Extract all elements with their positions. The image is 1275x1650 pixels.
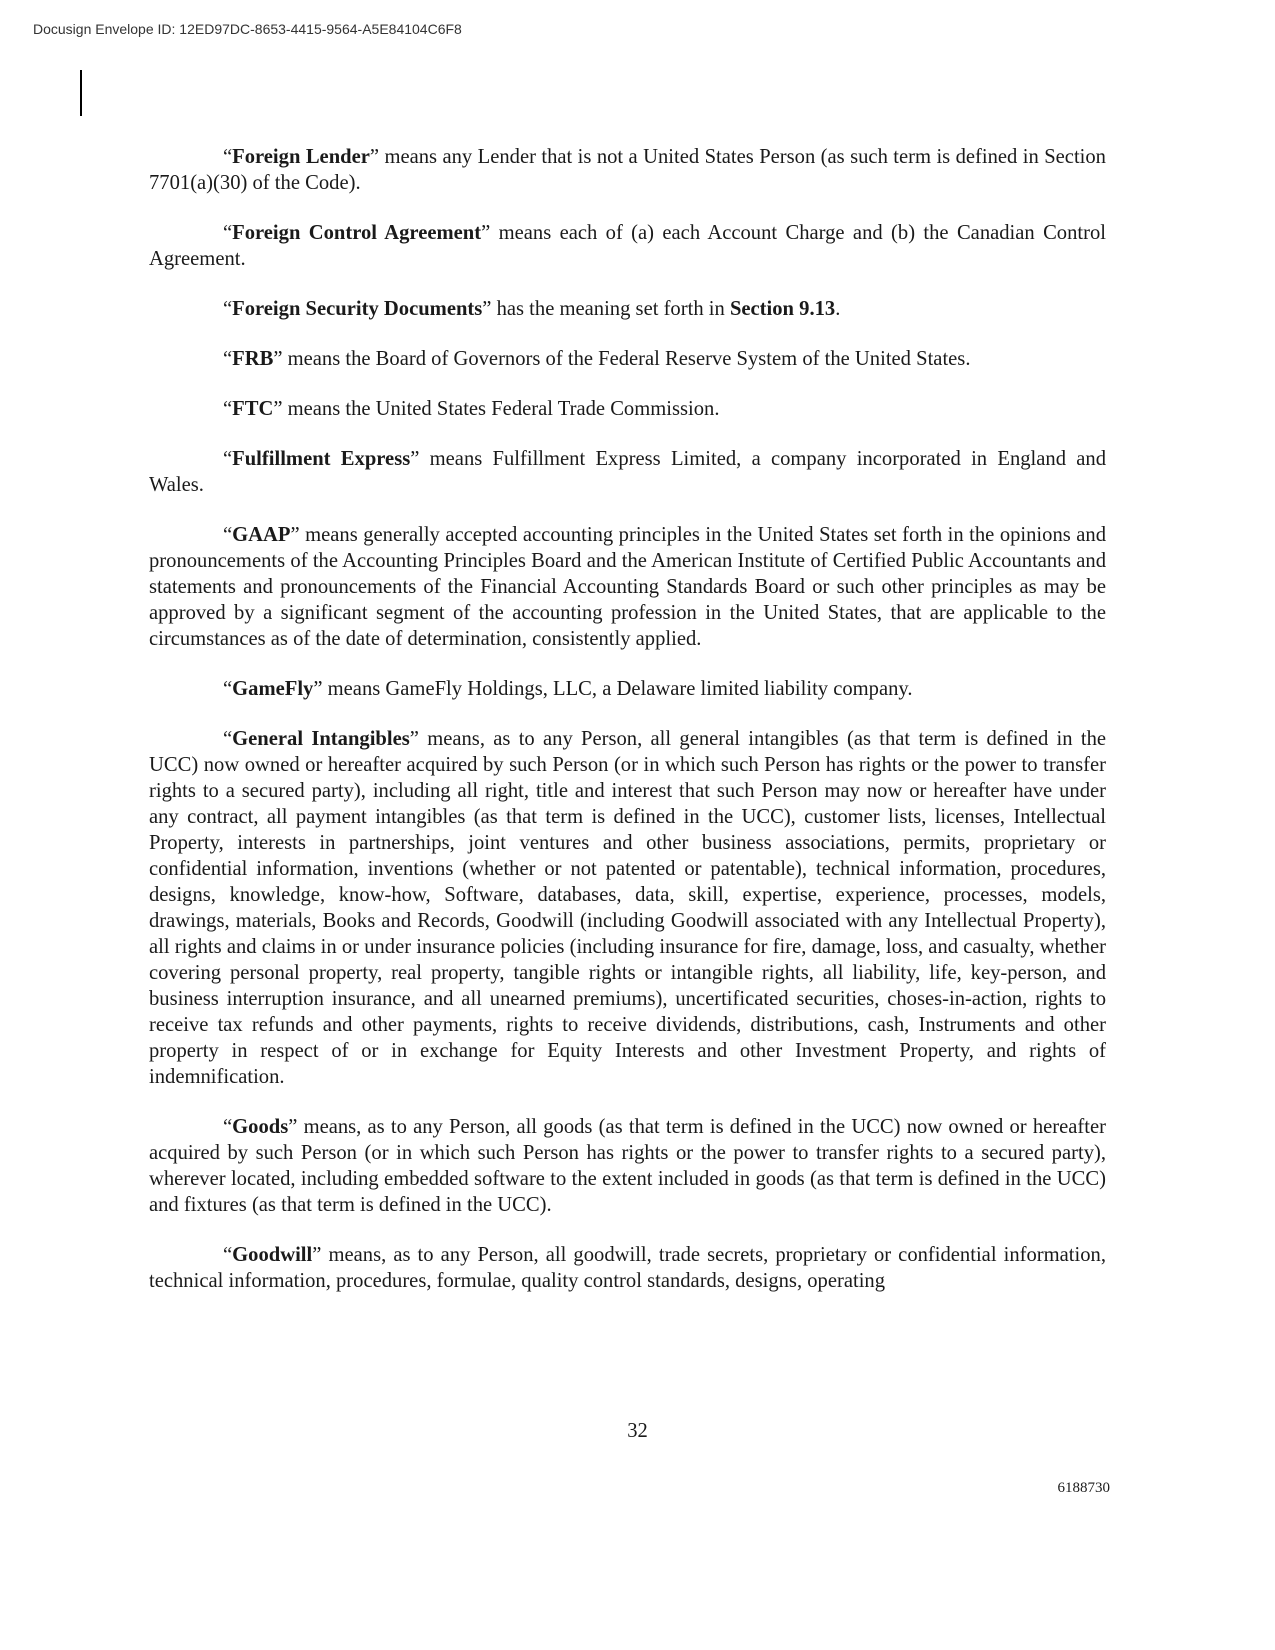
defined-term: Fulfillment Express: [232, 448, 411, 470]
defined-term: FTC: [232, 398, 274, 420]
document-body: [149, 144, 1106, 1318]
close-quote: ”: [273, 398, 283, 420]
definition-text: means, as to any Person, all general intangibles (as that term is defined in the UCC) now owned or hereafter acquired by such Person (or in which such Person has rights or the power to transfer rights to a secured party), including all right, title and interest that such Person may now or hereafter have under any contract, all payment intangibles (as that term is defined in the UCC), customer lists, licenses, Intellectual Property, interests in partnerships, joint ventures and other business associations, permits, proprietary or confidential information, inventions (whether or not patented or patentable), technical information, procedures, designs, knowledge, know-how, Software, databases, data, skill, expertise, experience, processes, models, drawings, materials, Books and Records, Goodwill (including Goodwill associated with any Intellectual Property), all rights and claims in or under insurance policies (including insurance for fire, damage, loss, and casualty, whether covering personal property, real property, tangible rights or intangible rights, all liability, life, key-person, and business interruption insurance, and all unearned premiums), uncertificated securities, choses-in-action, rights to receive tax refunds and other payments, rights to receive dividends, distributions, cash, Instruments and other property in respect of or in exchange for Equity Interests and other Investment Property, and rights of indemnification.: [149, 728, 1107, 1088]
definition-text: means the United States Federal Trade Commission.: [282, 398, 720, 420]
open-quote: “: [223, 728, 233, 750]
section-reference: Section 9.13: [729, 298, 836, 320]
document-number: 6188730: [1057, 1480, 1110, 1496]
definition-gaap: [149, 522, 1106, 652]
definition-text: has the meaning set forth in: [491, 298, 730, 320]
definition-foreign-security-documents: [149, 296, 1106, 322]
open-quote: “: [223, 222, 233, 244]
close-quote: ”: [369, 146, 380, 168]
definition-tail: .: [835, 298, 841, 320]
close-quote: ”: [482, 298, 492, 320]
defined-term: Foreign Security Documents: [232, 298, 483, 320]
defined-term: GameFly: [232, 678, 314, 700]
close-quote: ”: [313, 678, 323, 700]
definition-text: means any Lender that is not a United States Person (as such term is defined in Section 7701(a)(30) of the Code).: [149, 146, 1106, 194]
definition-gamefly: [149, 676, 1106, 702]
close-quote: ”: [410, 448, 420, 470]
definition-frb: [149, 346, 1106, 372]
open-quote: “: [223, 524, 233, 546]
definition-text: means each of (a) each Account Charge and (b) the Canadian Control Agreement.: [149, 222, 1107, 270]
definition-text: means, as to any Person, all goodwill, trade secrets, proprietary or confidential information, technical information, procedures, formulae, quality control standards, designs, operating: [149, 1244, 1106, 1292]
close-quote: ”: [290, 524, 300, 546]
defined-term: Goods: [232, 1116, 289, 1138]
defined-term: Foreign Lender: [232, 146, 370, 168]
defined-term: General Intangibles: [232, 728, 410, 750]
definition-text: means, as to any Person, all goods (as that term is defined in the UCC) now owned or hereafter acquired by such Person (or in which such Person has rights or the power to transfer rights to a secured party), wherever located, including embedded software to the extent included in goods (as that term is defined in the UCC) and fixtures (as that term is defined in the UCC).: [149, 1116, 1106, 1216]
definition-text: means GameFly Holdings, LLC, a Delaware limited liability company.: [322, 678, 913, 700]
definition-goodwill: [149, 1242, 1106, 1294]
page-number: 32: [627, 1420, 648, 1442]
close-quote: ”: [288, 1116, 298, 1138]
open-quote: “: [223, 298, 233, 320]
open-quote: “: [223, 1116, 233, 1138]
definition-text: means generally accepted accounting principles in the United States set forth in the opinions and pronouncements of the Accounting Principles Board and the American Institute of Certified Public Accountants and statements and pronouncements of the Financial Accounting Standards Board or such other principles as may be approved by a significant segment of the accounting profession in the United States, that are applicable to the circumstances as of the date of determination, consistently applied.: [149, 524, 1106, 650]
definition-goods: [149, 1114, 1106, 1218]
defined-term: Goodwill: [232, 1244, 313, 1266]
defined-term: GAAP: [232, 524, 291, 546]
close-quote: ”: [481, 222, 491, 244]
docusign-envelope-id: Docusign Envelope ID: 12ED97DC-8653-4415-9564-A5E84104C6F8: [33, 21, 462, 37]
open-quote: “: [223, 398, 233, 420]
defined-term: Foreign Control Agreement: [232, 222, 482, 244]
open-quote: “: [223, 448, 233, 470]
revision-change-bar: [80, 70, 82, 116]
definition-fulfillment-express: [149, 446, 1106, 498]
open-quote: “: [223, 348, 233, 370]
definition-general-intangibles: [149, 726, 1106, 1090]
definition-text: means the Board of Governors of the Federal Reserve System of the United States.: [282, 348, 971, 370]
definition-foreign-lender: [149, 144, 1106, 196]
close-quote: ”: [312, 1244, 322, 1266]
definition-ftc: [149, 396, 1106, 422]
close-quote: ”: [273, 348, 283, 370]
definition-foreign-control-agreement: [149, 220, 1106, 272]
close-quote: ”: [409, 728, 419, 750]
open-quote: “: [223, 1244, 233, 1266]
open-quote: “: [223, 678, 233, 700]
definition-text: means Fulfillment Express Limited, a company incorporated in England and Wales.: [149, 448, 1107, 496]
open-quote: “: [223, 146, 233, 168]
defined-term: FRB: [232, 348, 274, 370]
